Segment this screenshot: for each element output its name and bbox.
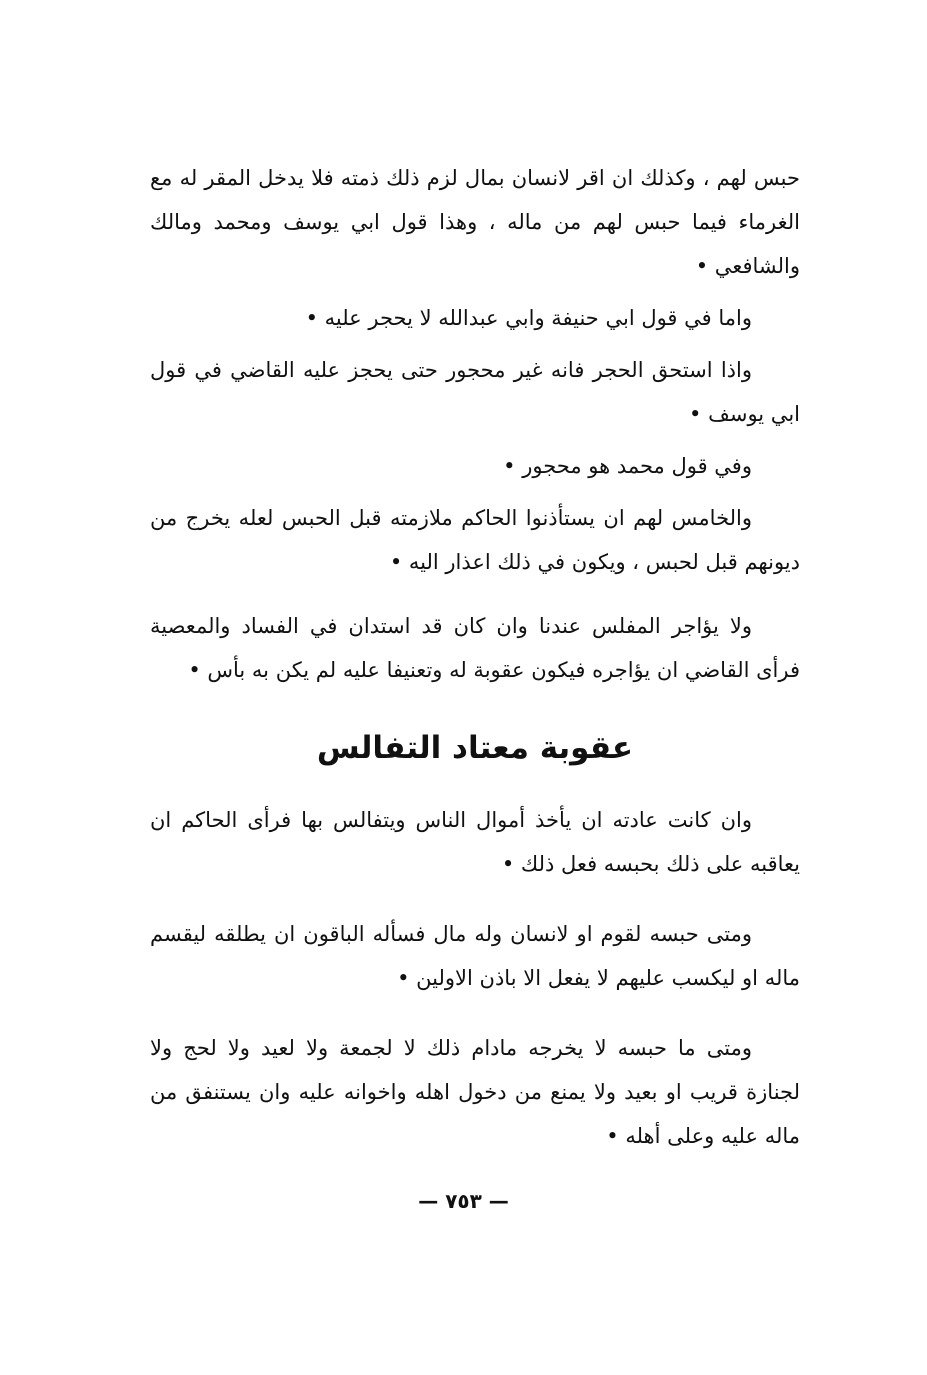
paragraph-8: ومتى حبسه لقوم او لانسان وله مال فسأله الباقون ان يطلقه ليقسم ماله او ليكسب عليهم لا يفعل الا باذن الاولين • — [150, 922, 800, 990]
paragraph-4: وفي قول محمد هو محجور • — [503, 454, 752, 478]
paragraph-1: حبس لهم ، وكذلك ان اقر لانسان بمال لزم ذلك ذمته فلا يدخل المقر له مع الغرماء فيما حبس لهم من ماله ، وهذا قول ابي يوسف ومحمد ومالك والشافعي • — [150, 166, 800, 278]
paragraph-5: والخامس لهم ان يستأذنوا الحاكم ملازمته قبل الحبس لعله يخرج من ديونهم قبل لحبس ، ويكون في ذلك اعذار اليه • — [150, 506, 800, 574]
paragraph-9: ومتى ما حبسه لا يخرجه مادام ذلك لا لجمعة ولا لعيد ولا لحج ولا لجنازة قريب او بعيد ولا يمنع من دخول اهله واخوانه عليه وان يستنفق من ماله عليه وعلى أهله • — [150, 1036, 800, 1148]
paragraph-2: واما في قول ابي حنيفة وابي عبدالله لا يحجر عليه • — [305, 306, 752, 330]
page-number: — ٧٥٣ — — [418, 1189, 509, 1213]
paragraph-3: واذا استحق الحجر فانه غير محجور حتى يحجز عليه القاضي في قول ابي يوسف • — [150, 358, 800, 426]
paragraph-7: وان كانت عادته ان يأخذ أموال الناس ويتفالس بها فرأى الحاكم ان يعاقبه على ذلك بحبسه فعل ذلك • — [150, 808, 800, 876]
text-section-top — [150, 156, 800, 692]
text-section-bottom — [150, 798, 800, 1158]
paragraph-6: ولا يؤاجر المفلس عندنا وان كان قد استدان في الفساد والمعصية فرأى القاضي ان يؤاجره فيكون عقوبة له وتعنيفا عليه لم يكن به بأس • — [150, 614, 800, 682]
section-heading: عقوبة معتاد التفالس — [316, 730, 634, 766]
